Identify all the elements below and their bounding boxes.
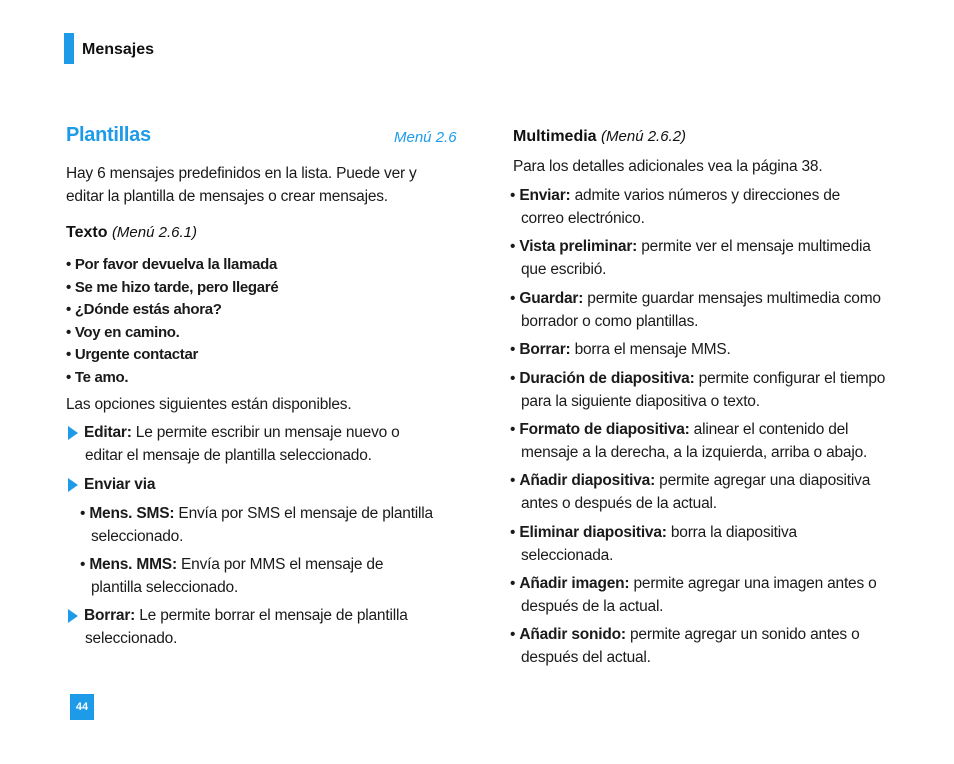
- mm-option-text-cont: que escribió.: [521, 260, 607, 278]
- mm-option-label: Duración de diapositiva:: [519, 370, 695, 387]
- mm-option-anadir-diapositiva: • Añadir diapositiva: permite agregar una diapositiva antes o después de la actual.: [510, 470, 870, 515]
- page-number: 44: [70, 694, 94, 720]
- section-title: Plantillas: [66, 124, 151, 146]
- multimedia-intro: Para los detalles adicionales vea la página 38.: [513, 158, 823, 175]
- editar-label: Editar:: [84, 424, 132, 441]
- mm-option-text: permite agregar un sonido antes o: [625, 626, 860, 643]
- mm-option-text-cont: correo electrónico.: [521, 209, 645, 227]
- mm-option-duracion: • Duración de diapositiva: permite configurar el tiempo para la siguiente diapositiva o texto.: [510, 368, 885, 413]
- option-editar: [68, 422, 400, 467]
- arrow-right-icon: [68, 478, 78, 492]
- mm-option-text: borra la diapositiva: [666, 524, 797, 541]
- borrar-text-cont: seleccionado.: [85, 629, 178, 647]
- option-mens-mms: • Mens. MMS: Envía por MMS el mensaje de plantilla seleccionado.: [80, 554, 383, 599]
- mm-option-guardar: • Guardar: permite guardar mensajes multimedia como borrador o como plantillas.: [510, 288, 881, 333]
- texto-menu-ref: (Menú 2.6.1): [111, 224, 197, 241]
- mm-option-enviar: • Enviar: admite varios números y direcciones de correo electrónico.: [510, 185, 840, 230]
- menu-reference: Menú 2.6: [394, 129, 457, 146]
- arrow-right-icon: [68, 426, 78, 440]
- mm-option-text: admite varios números y direcciones de: [570, 187, 841, 204]
- mms-text: Envía por MMS el mensaje de: [176, 556, 384, 573]
- mm-option-label: Guardar:: [519, 290, 584, 307]
- mm-option-formato: • Formato de diapositiva: alinear el contenido del mensaje a la derecha, a la izquierda, arriba o abajo.: [510, 419, 867, 464]
- mm-option-text: permite agregar una diapositiva: [655, 472, 871, 489]
- multimedia-menu-ref: (Menú 2.6.2): [601, 128, 687, 145]
- arrow-right-icon: [68, 609, 78, 623]
- option-borrar: [68, 605, 408, 650]
- mm-option-text: permite configurar el tiempo: [694, 370, 886, 387]
- sms-label: Mens. SMS:: [89, 505, 175, 522]
- mm-option-label: Añadir imagen:: [519, 575, 630, 592]
- mm-option-eliminar-diapositiva: • Eliminar diapositiva: borra la diapositiva seleccionada.: [510, 522, 797, 567]
- options-intro: Las opciones siguientes están disponibles.: [66, 396, 352, 413]
- header-accent-bar: [64, 33, 74, 64]
- template-list: [66, 254, 278, 389]
- mm-option-label: Formato de diapositiva:: [519, 421, 690, 438]
- header-title: Mensajes: [82, 41, 155, 58]
- mm-option-text: borra el mensaje MMS.: [570, 341, 731, 358]
- mm-option-text-cont: antes o después de la actual.: [521, 494, 717, 512]
- mm-option-label: Borrar:: [519, 341, 571, 358]
- mm-option-text-cont: después de la actual.: [521, 597, 664, 615]
- mm-option-text: permite guardar mensajes multimedia como: [583, 290, 881, 307]
- intro-line-2: editar la plantilla de mensajes o crear mensajes.: [66, 187, 388, 205]
- intro-paragraph: [66, 163, 417, 208]
- mm-option-label: Vista preliminar:: [519, 238, 638, 255]
- mm-option-text-cont: seleccionada.: [521, 546, 614, 564]
- editar-text: Le permite escribir un mensaje nuevo o: [131, 424, 400, 441]
- mm-option-text-cont: mensaje a la derecha, a la izquierda, arriba o abajo.: [521, 443, 868, 461]
- mm-option-label: Enviar:: [519, 187, 571, 204]
- mm-option-text: permite ver el mensaje multimedia: [637, 238, 871, 255]
- mms-text-cont: plantilla seleccionado.: [91, 578, 239, 596]
- template-item: • Por favor devuelva la llamada: [66, 256, 278, 273]
- template-item: • Voy en camino.: [66, 323, 180, 341]
- mms-label: Mens. MMS:: [89, 556, 177, 573]
- multimedia-title: Multimedia: [513, 128, 597, 145]
- sms-text-cont: seleccionado.: [91, 527, 184, 545]
- enviar-via-label: Enviar via: [84, 476, 156, 493]
- option-mens-sms: • Mens. SMS: Envía por SMS el mensaje de plantilla seleccionado.: [80, 503, 433, 548]
- mm-option-text: alinear el contenido del: [689, 421, 849, 438]
- texto-heading: [66, 224, 197, 242]
- texto-title: Texto: [66, 224, 108, 241]
- intro-line-1: Hay 6 mensajes predefinidos en la lista. Puede ver y: [66, 165, 417, 182]
- mm-option-borrar: • Borrar: borra el mensaje MMS.: [510, 341, 731, 358]
- template-item: • Te amo.: [66, 368, 129, 386]
- mm-option-anadir-sonido: • Añadir sonido: permite agregar un sonido antes o después del actual.: [510, 624, 860, 669]
- mm-option-label: Añadir sonido:: [519, 626, 626, 643]
- mm-option-label: Añadir diapositiva:: [519, 472, 656, 489]
- borrar-label: Borrar:: [84, 607, 136, 624]
- option-enviar-via: [68, 474, 155, 497]
- sms-text: Envía por SMS el mensaje de plantilla: [174, 505, 433, 522]
- mm-option-text-cont: después del actual.: [521, 648, 651, 666]
- borrar-text: Le permite borrar el mensaje de plantilla: [135, 607, 408, 624]
- mm-option-text-cont: borrador o como plantillas.: [521, 312, 699, 330]
- mm-option-text: permite agregar una imagen antes o: [629, 575, 877, 592]
- mm-option-anadir-imagen: • Añadir imagen: permite agregar una imagen antes o después de la actual.: [510, 573, 877, 618]
- mm-option-vista-preliminar: • Vista preliminar: permite ver el mensaje multimedia que escribió.: [510, 236, 871, 281]
- template-item: • Urgente contactar: [66, 346, 199, 363]
- mm-option-label: Eliminar diapositiva:: [519, 524, 667, 541]
- template-item: • Se me hizo tarde, pero llegaré: [66, 278, 279, 296]
- template-item: • ¿Dónde estás ahora?: [66, 301, 222, 318]
- editar-text-cont: editar el mensaje de plantilla seleccionado.: [85, 446, 372, 464]
- multimedia-heading: [513, 128, 686, 146]
- mm-option-text-cont: para la siguiente diapositiva o texto.: [521, 392, 760, 410]
